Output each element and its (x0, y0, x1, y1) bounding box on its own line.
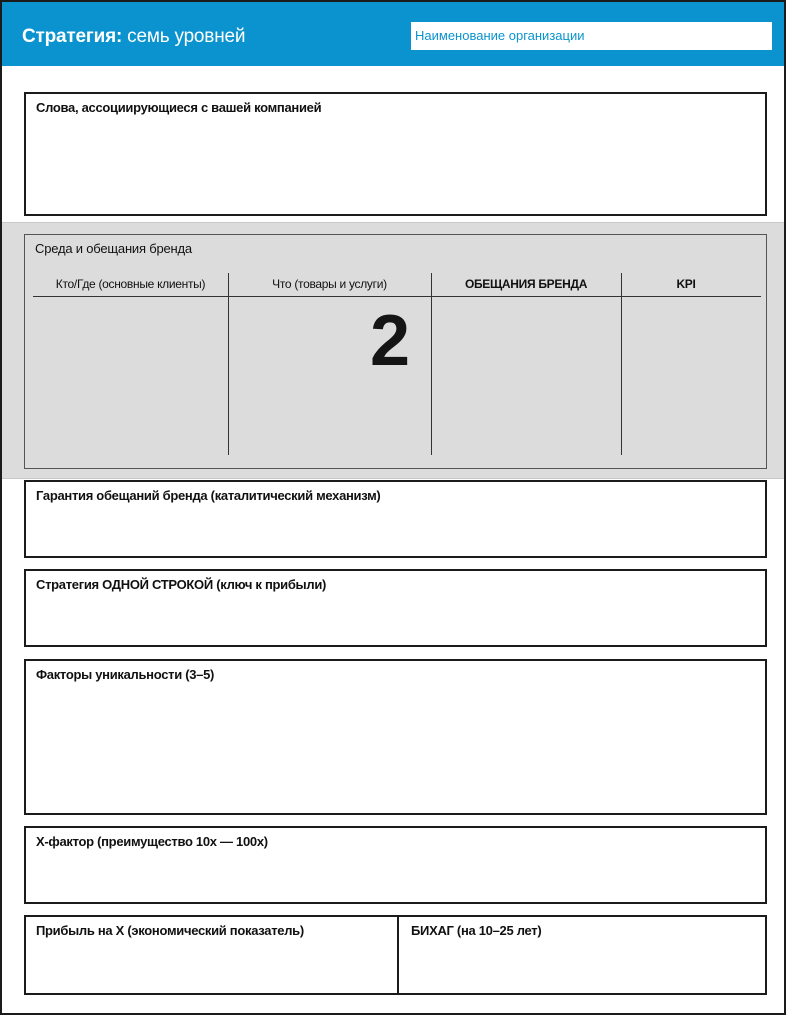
profit-label: Прибыль на X (экономический показатель) (36, 923, 304, 938)
level-number: 2 (370, 301, 411, 381)
header-bar (2, 2, 786, 66)
words-section[interactable] (24, 92, 767, 216)
organization-name-field[interactable]: Наименование организации (411, 22, 772, 50)
column-brand-promises: ОБЕЩАНИЯ БРЕНДА (464, 277, 588, 291)
xfactor-label: X-фактор (преимущество 10x — 100x) (36, 834, 268, 849)
title-bold: Стратегия: (22, 26, 123, 47)
one-line-label: Стратегия ОДНОЙ СТРОКОЙ (ключ к прибыли) (36, 577, 327, 592)
column-who: Кто/Где (основные клиенты) (55, 277, 206, 291)
column-what: Что (товары и услуги) (272, 277, 387, 291)
guarantee-label: Гарантия обещаний бренда (каталитический механизм) (36, 488, 381, 503)
guarantee-section[interactable] (24, 480, 767, 558)
uniqueness-section[interactable] (24, 659, 767, 815)
brand-section[interactable] (24, 234, 767, 469)
column-header-divider (33, 296, 761, 297)
one-line-section[interactable] (24, 569, 767, 647)
column-kpi: KPI (676, 277, 696, 291)
title-rest: семь уровней (122, 26, 246, 47)
words-label: Слова, ассоциирующиеся с вашей компанией (36, 100, 322, 115)
column-divider-1 (228, 273, 229, 455)
brand-label: Среда и обещания бренда (35, 241, 192, 256)
column-divider-3 (621, 273, 622, 455)
xfactor-section[interactable] (24, 826, 767, 904)
bottom-split-divider (397, 917, 399, 993)
column-divider-2 (431, 273, 432, 455)
page-title (22, 26, 245, 48)
uniqueness-label: Факторы уникальности (3–5) (36, 667, 215, 682)
bhag-label: БИХАГ (на 10–25 лет) (411, 923, 542, 938)
bottom-section (24, 915, 767, 995)
